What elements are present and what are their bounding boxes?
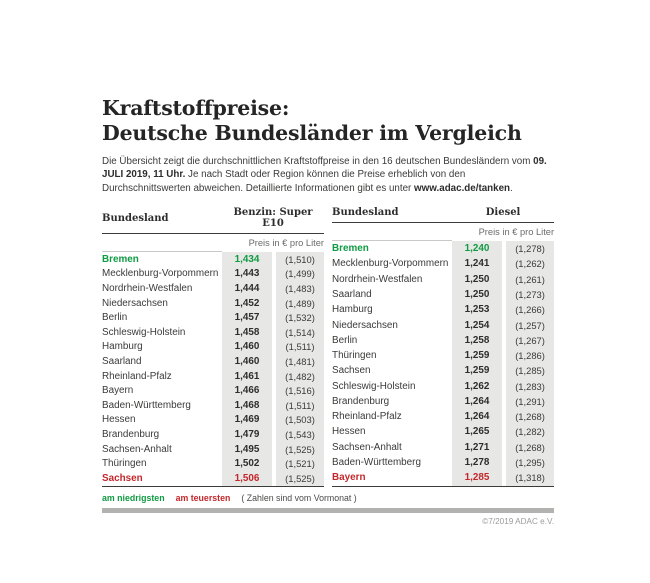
state-name-cell: Sachsen-Anhalt [332,441,402,453]
copyright-text: ©7/2019 ADAC e.V. [482,516,554,526]
table-row [102,340,324,355]
table-subheader-row [332,223,554,241]
table-row [102,310,324,325]
intro-text-1: Die Übersicht zeigt die durchschnittlichen Kraftstoffpreise in den 16 deutschen Bundesländern vom [102,156,534,167]
legend-highest-label: am teuersten [175,492,231,503]
previous-month-price-cell: (1,481) [276,354,324,369]
adac-tanken-link[interactable]: www.adac.de/tanken [414,182,511,194]
previous-month-price-cell: (1,261) [506,272,554,287]
table-header-row [102,205,324,234]
previous-month-price-cell: (1,291) [506,394,554,409]
table-row [102,325,324,340]
content-area [102,96,554,526]
title-line-2: Deutsche Bundesländer im Vergleich [102,121,522,145]
state-name-cell: Sachsen [332,365,371,377]
state-name-cell: Berlin [332,334,358,346]
table-row [102,471,324,486]
table-row [332,409,554,424]
previous-month-price-cell: (1,266) [506,302,554,317]
table-row [332,363,554,378]
state-name-cell: Bremen [102,253,139,265]
intro-text-2: Je nach Stadt oder Region können die Preise erheblich von den Durchschnittswerten abweichen. Detaillierte Informationen gibt es unter [102,169,466,194]
current-price-cell: 1,259 [452,348,502,363]
table-body [332,241,554,487]
legend-lowest-label: am niedrigsten [102,492,165,503]
current-price-cell: 1,461 [222,369,272,384]
current-price-cell: 1,443 [222,267,272,282]
previous-month-price-cell: (1,482) [276,369,324,384]
previous-month-price-cell: (1,516) [276,383,324,398]
table-row [332,333,554,348]
table-row [102,267,324,282]
previous-month-price-cell: (1,510) [276,252,324,267]
previous-month-price-cell: (1,525) [276,471,324,486]
state-name-cell: Nordrhein-Westfalen [332,273,423,285]
table-row [102,281,324,296]
current-price-cell: 1,271 [452,440,502,455]
table-row [102,413,324,428]
column-header-bundesland: Bundesland [332,205,452,223]
current-price-cell: 1,241 [452,256,502,271]
benzin-super-e10-table [102,205,324,487]
table-row [102,456,324,471]
table-body [102,252,324,487]
column-header-bundesland: Bundesland [102,205,222,234]
state-name-cell: Baden-Württemberg [102,399,191,411]
state-name-cell: Niedersachsen [102,297,168,309]
intro-paragraph [102,155,554,195]
state-name-cell: Nordrhein-Westfalen [102,283,193,294]
current-price-cell: 1,457 [222,310,272,325]
previous-month-price-cell: (1,268) [506,440,554,455]
current-price-cell: 1,502 [222,456,272,471]
table-row [332,317,554,332]
previous-month-price-cell: (1,521) [276,456,324,471]
previous-month-price-cell: (1,514) [276,325,324,340]
subheader-spacer [332,223,452,241]
current-price-cell: 1,460 [222,354,272,369]
previous-month-price-cell: (1,268) [506,409,554,424]
previous-month-price-cell: (1,543) [276,427,324,442]
state-name-cell: Brandenburg [102,428,160,440]
state-name-cell: Berlin [102,312,128,324]
state-name-cell: Hamburg [102,341,143,353]
previous-month-price-cell: (1,285) [506,363,554,378]
previous-month-price-cell: (1,525) [276,442,324,457]
current-price-cell: 1,506 [222,471,272,486]
previous-month-price-cell: (1,483) [276,281,324,296]
table-row [332,256,554,271]
table-subheader-row [102,234,324,252]
page-title [102,96,554,146]
price-tables-container [102,205,554,487]
table-row [332,287,554,302]
table-row [102,442,324,457]
table-row [332,378,554,393]
current-price-cell: 1,258 [452,333,502,348]
table-row [102,383,324,398]
previous-month-price-cell: (1,499) [276,267,324,282]
current-price-cell: 1,460 [222,340,272,355]
state-name-cell: Rheinland-Pfalz [332,411,402,423]
previous-month-price-cell: (1,511) [276,340,324,355]
current-price-cell: 1,253 [452,302,502,317]
state-name-cell: Bayern [332,470,452,486]
state-name-cell: Mecklenburg-Vorpommern [102,268,219,280]
state-name-cell: Thüringen [332,350,377,362]
table-row [332,424,554,439]
current-price-cell: 1,479 [222,427,272,442]
current-price-cell: 1,264 [452,409,502,424]
previous-month-price-cell: (1,295) [506,455,554,470]
previous-month-price-cell: (1,283) [506,378,554,393]
previous-month-price-cell: (1,532) [276,310,324,325]
current-price-cell: 1,495 [222,442,272,457]
footer-divider-bar [102,508,554,513]
legend-previous-month-note: ( Zahlen sind vom Vormonat ) [241,492,357,503]
current-price-cell: 1,264 [452,394,502,409]
current-price-cell: 1,265 [452,424,502,439]
state-name-cell: Mecklenburg-Vorpommern [332,258,449,270]
intro-text-3: . [510,182,513,194]
current-price-cell: 1,468 [222,398,272,413]
previous-month-price-cell: (1,282) [506,424,554,439]
table-row [332,241,554,257]
column-header-diesel: Diesel [452,205,554,223]
previous-month-price-cell: (1,489) [276,296,324,311]
current-price-cell: 1,278 [452,455,502,470]
previous-month-price-cell: (1,318) [506,470,554,486]
current-price-cell: 1,444 [222,281,272,296]
previous-month-price-cell: (1,503) [276,413,324,428]
state-name-cell: Brandenburg [332,395,390,407]
current-price-cell: 1,250 [452,287,502,302]
current-price-cell: 1,285 [452,470,502,486]
table-row [332,470,554,486]
current-price-cell: 1,469 [222,413,272,428]
current-price-cell: 1,262 [452,378,502,393]
previous-month-price-cell: (1,273) [506,287,554,302]
table-row [102,354,324,369]
subheader-price-unit: Preis in € pro Liter [248,237,325,248]
table-row [332,272,554,287]
previous-month-price-cell: (1,257) [506,317,554,332]
table-row [102,398,324,413]
table-row [332,348,554,363]
current-price-cell: 1,240 [452,241,502,257]
table-row [102,427,324,442]
current-price-cell: 1,466 [222,383,272,398]
current-price-cell: 1,259 [452,363,502,378]
state-name-cell: Schleswig-Holstein [332,380,416,392]
state-name-cell: Hessen [102,414,136,426]
current-price-cell: 1,254 [452,317,502,332]
current-price-cell: 1,250 [452,272,502,287]
subheader-price-unit: Preis in € pro Liter [478,226,555,237]
table-row [332,455,554,470]
state-name-cell: Thüringen [102,458,147,470]
state-name-cell: Saarland [332,288,372,300]
state-name-cell: Hessen [332,426,366,438]
table-row [332,302,554,317]
state-name-cell: Hamburg [332,304,373,316]
current-price-cell: 1,458 [222,325,272,340]
table-row [332,394,554,409]
state-name-cell: Schleswig-Holstein [102,326,186,338]
table-row [102,252,324,267]
subheader-spacer [102,234,222,252]
previous-month-price-cell: (1,511) [276,398,324,413]
current-price-cell: 1,434 [222,252,272,267]
previous-month-price-cell: (1,286) [506,348,554,363]
table-row [102,369,324,384]
intro-date: 09. JULI 2019, 11 Uhr. [102,156,547,181]
state-name-cell: Sachsen-Anhalt [102,443,172,455]
state-name-cell: Saarland [102,355,142,367]
state-name-cell: Bayern [102,385,134,397]
current-price-cell: 1,452 [222,296,272,311]
state-name-cell: Rheinland-Pfalz [102,370,172,382]
state-name-cell: Niedersachsen [332,319,398,331]
previous-month-price-cell: (1,262) [506,256,554,271]
previous-month-price-cell: (1,278) [506,241,554,257]
state-name-cell: Bremen [332,243,369,255]
state-name-cell: Sachsen [102,471,222,486]
diesel-table [332,205,554,487]
column-header-benzin-super-e10: Benzin: Super E10 [222,205,324,234]
legend [102,493,554,503]
title-line-1: Kraftstoffpreise: [102,96,290,120]
table-row [102,296,324,311]
table-row [332,440,554,455]
previous-month-price-cell: (1,267) [506,333,554,348]
table-header-row [332,205,554,223]
state-name-cell: Baden-Württemberg [332,456,421,468]
